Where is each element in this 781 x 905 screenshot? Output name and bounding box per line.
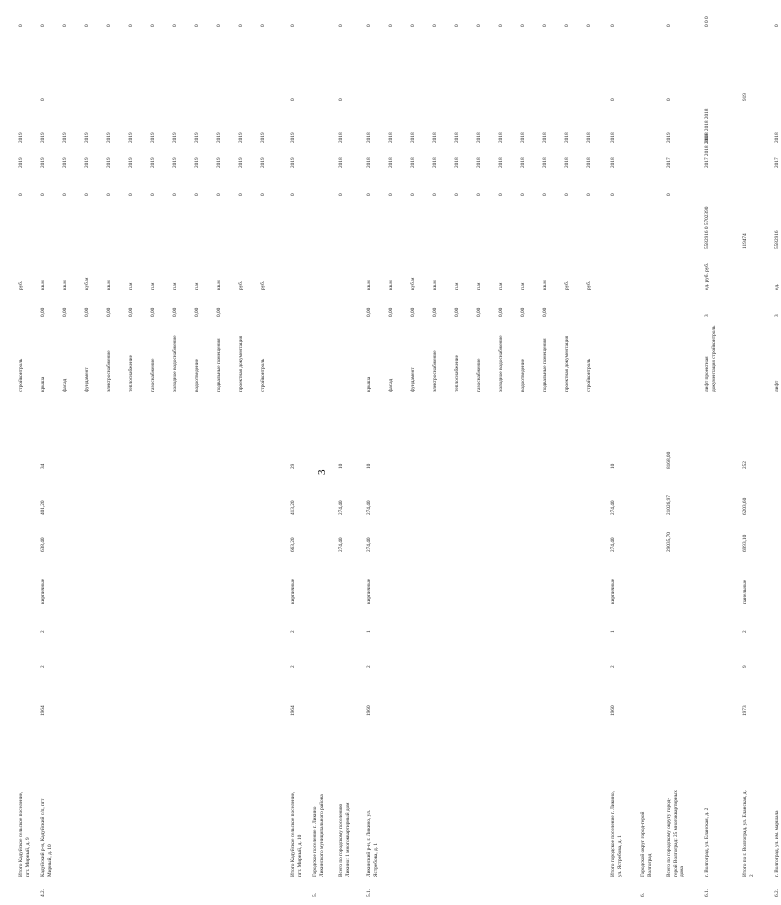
- cell-addr: Ликинский р-н, г. Ликино, ул. Ястребова, д. 1: [366, 809, 379, 877]
- cell-y2: 2017 2018 2018: [704, 133, 710, 168]
- cell-y1: 0: [432, 193, 438, 196]
- cell-num: 6.2.: [774, 889, 780, 897]
- cell-y3: 2018: [338, 132, 344, 143]
- cell-vol: 0,00: [40, 307, 46, 317]
- cell-res: 10: [338, 463, 344, 469]
- cell-area2: 6203,60: [742, 497, 748, 515]
- cell-floors: 9: [742, 665, 748, 668]
- cell-material: кирпичные: [366, 578, 372, 604]
- cell-y2: 2019: [290, 157, 296, 168]
- cell-unit: п.м: [498, 282, 504, 290]
- cell-material: кирпичные: [290, 578, 296, 604]
- cell-y2: 2019: [18, 157, 24, 168]
- cell-y1: 0: [520, 193, 526, 196]
- cell-vol: 0,00: [128, 307, 134, 317]
- cell-work: газоснабжение: [476, 358, 482, 392]
- cell-work: крыша: [366, 376, 372, 392]
- cell-entrances: 2: [40, 630, 46, 633]
- cell-y3: 2019: [260, 132, 266, 143]
- cell-y5: 0: [216, 24, 222, 27]
- cell-y3: 2019: [62, 132, 68, 143]
- cell-material: панельные: [742, 579, 748, 604]
- cell-area1: 274,40: [610, 537, 616, 552]
- cell-work: крыша: [40, 376, 46, 392]
- cell-y1: 0: [290, 193, 296, 196]
- cell-addr: Кадуйский р-н, Кадуйский с/п, пгт Мирный, д. 10: [40, 798, 53, 877]
- cell-y3: 2019: [40, 132, 46, 143]
- cell-y3: 2018: [388, 132, 394, 143]
- cell-res: 8168,00: [666, 451, 672, 469]
- cell-vol: 0,00: [432, 307, 438, 317]
- cell-vol: 0,00: [84, 307, 90, 317]
- cell-area2: 21026,97: [666, 495, 672, 515]
- cell-work: подвальные помещения: [542, 338, 548, 392]
- cell-y3: 2018: [498, 132, 504, 143]
- cell-work: водоотведение: [520, 358, 526, 392]
- cell-y5: 0 0 0: [704, 16, 710, 27]
- cell-year: 1960: [366, 705, 372, 716]
- cell-vol: 0,00: [498, 307, 504, 317]
- cell-y1: 0: [216, 193, 222, 196]
- cell-unit: кв.м: [542, 280, 548, 290]
- cell-y1: 0: [366, 193, 372, 196]
- cell-entrances: 2: [290, 630, 296, 633]
- cell-y3: 2018: [586, 132, 592, 143]
- cell-y4: 0: [290, 98, 296, 101]
- cell-work: холодное водоснабжение: [498, 335, 504, 392]
- cell-unit: п.м: [520, 282, 526, 290]
- cell-y5: 0: [62, 24, 68, 27]
- cell-y4: 0: [666, 98, 672, 101]
- cell-vol: 3: [774, 314, 780, 317]
- cell-work: теплоснабжение: [454, 355, 460, 392]
- cell-addr: Городской округ город-герой Волгоград: [640, 811, 653, 877]
- cell-y3: 2019: [666, 132, 672, 143]
- cell-work: подвальные помещения: [216, 338, 222, 392]
- cell-y1: 0: [40, 193, 46, 196]
- cell-vol: 0,00: [520, 307, 526, 317]
- cell-entrances: 2: [742, 630, 748, 633]
- cell-work: фундамент: [84, 367, 90, 392]
- cell-year: 1964: [40, 705, 46, 716]
- cell-num: 6.: [640, 893, 646, 897]
- cell-y1: 0: [410, 193, 416, 196]
- cell-vol: 3: [704, 314, 710, 317]
- cell-area1: 274,40: [366, 537, 372, 552]
- cell-addr: Итого городское поселение г. Ликино, ул. Ястребова, д. 1: [610, 791, 623, 877]
- cell-y3: 2019: [194, 132, 200, 143]
- cell-area2: 274,40: [366, 500, 372, 515]
- cell-y2: 2019: [238, 157, 244, 168]
- cell-unit: ед. руб. руб.: [704, 262, 710, 290]
- cell-y2: 2018: [610, 157, 616, 168]
- cell-y2: 2019: [106, 157, 112, 168]
- cell-y2: 2019: [260, 157, 266, 168]
- cell-area1: 663,20: [290, 537, 296, 552]
- cell-y1: 0: [586, 193, 592, 196]
- cell-vol: 0,00: [62, 307, 68, 317]
- cell-year: 1960: [610, 705, 616, 716]
- cell-y2: 2018: [410, 157, 416, 168]
- cell-vol: 0,00: [366, 307, 372, 317]
- cell-entrances: 1: [366, 630, 372, 633]
- cell-unit: п.м: [172, 282, 178, 290]
- cell-y3: 2018: [366, 132, 372, 143]
- cell-res: 10: [366, 463, 372, 469]
- cell-unit: куб.м: [410, 277, 416, 290]
- cell-y3: 2018: [774, 132, 780, 143]
- cell-work: стройконтроль: [18, 358, 24, 392]
- cell-vol: 0,00: [194, 307, 200, 317]
- cell-work: проектная документация: [238, 335, 244, 392]
- cell-y1: 0: [238, 193, 244, 196]
- cell-y5: 0: [388, 24, 394, 27]
- cell-work: теплоснабжение: [128, 355, 134, 392]
- cell-y5: 0: [290, 24, 296, 27]
- cell-y5: 0: [84, 24, 90, 27]
- cell-y3: 2019: [106, 132, 112, 143]
- cell-y2: 2018: [520, 157, 526, 168]
- cell-unit: п.м: [454, 282, 460, 290]
- cell-addr: г. Волгоград, ул. им. маршала: [774, 810, 780, 877]
- cell-y2: 2019: [150, 157, 156, 168]
- cell-cost: 5582916 0 5702390: [704, 206, 710, 249]
- cell-y2: 2018: [586, 157, 592, 168]
- cell-y5: 0: [338, 24, 344, 27]
- cell-work: фасад: [388, 378, 394, 392]
- cell-unit: руб.: [18, 280, 24, 290]
- cell-y2: 2018: [388, 157, 394, 168]
- cell-work: электроснабжение: [106, 350, 112, 392]
- cell-y2: 2019: [128, 157, 134, 168]
- cell-unit: кв.м: [106, 280, 112, 290]
- cell-work: газоснабжение: [150, 358, 156, 392]
- cell-floors: 2: [40, 665, 46, 668]
- cell-addr: г. Волгоград, ул. Еланская, д. 2: [704, 807, 710, 877]
- cell-y3: 2018: [520, 132, 526, 143]
- cell-work: холодное водоснабжение: [172, 335, 178, 392]
- cell-work: лифт проектная документация стройконтроль: [704, 325, 717, 392]
- cell-work: стройконтроль: [260, 358, 266, 392]
- cell-y1: 0: [610, 193, 616, 196]
- cell-area1: 29035,70: [666, 532, 672, 552]
- cell-y5: 0: [172, 24, 178, 27]
- cell-work: фундамент: [410, 367, 416, 392]
- cell-y5: 0: [410, 24, 416, 27]
- cell-work: стройконтроль: [586, 358, 592, 392]
- cell-y5: 0: [128, 24, 134, 27]
- cell-y2: 2018: [564, 157, 570, 168]
- cell-y3: 2019: [290, 132, 296, 143]
- cell-floors: 2: [610, 665, 616, 668]
- cell-addr: Итого Кадуйское сельское поселение, пгт. Мирный, д. 10: [290, 791, 303, 877]
- cell-y2: 2019: [84, 157, 90, 168]
- cell-vol: 0,00: [542, 307, 548, 317]
- cell-y5: 0: [454, 24, 460, 27]
- cell-area2: 274,40: [610, 500, 616, 515]
- cell-y3: 2018: [542, 132, 548, 143]
- cell-y1: 0: [18, 193, 24, 196]
- cell-work: фасад: [62, 378, 68, 392]
- cell-unit: п.м: [128, 282, 134, 290]
- cell-unit: кв.м: [40, 280, 46, 290]
- cell-year: 1973: [742, 705, 748, 716]
- cell-y2: 2018: [498, 157, 504, 168]
- cell-y4: 0: [40, 98, 46, 101]
- cell-y5: 0: [542, 24, 548, 27]
- cell-res: 34: [40, 463, 46, 469]
- cell-y1: 0: [666, 193, 672, 196]
- cell-y1: 0: [84, 193, 90, 196]
- cell-y5: 0: [476, 24, 482, 27]
- cell-vol: 0,00: [106, 307, 112, 317]
- cell-y5: 0: [194, 24, 200, 27]
- cell-y5: 0: [610, 24, 616, 27]
- cell-cost: 5582916: [774, 230, 780, 249]
- page-number: 3: [316, 469, 328, 475]
- cell-y5: 0: [586, 24, 592, 27]
- cell-y1: 0: [388, 193, 394, 196]
- cell-vol: 0,00: [172, 307, 178, 317]
- cell-vol: 0,00: [216, 307, 222, 317]
- cell-y5: 0: [260, 24, 266, 27]
- cell-y4: 0: [610, 98, 616, 101]
- cell-y5: 0: [666, 24, 672, 27]
- cell-work: электроснабжение: [432, 350, 438, 392]
- cell-y1: 0: [476, 193, 482, 196]
- cell-unit: руб.: [564, 280, 570, 290]
- cell-y3: 2018 2018 2018: [704, 108, 710, 143]
- cell-y3: 2018: [454, 132, 460, 143]
- cell-y5: 0: [520, 24, 526, 27]
- cell-y3: 2019: [150, 132, 156, 143]
- cell-y1: 0: [260, 193, 266, 196]
- cell-y5: 0: [150, 24, 156, 27]
- cell-y1: 0: [542, 193, 548, 196]
- cell-y3: 2019: [216, 132, 222, 143]
- cell-y5: 0: [432, 24, 438, 27]
- cell-y1: 0: [150, 193, 156, 196]
- cell-num: 6.1.: [704, 889, 710, 897]
- cell-vol: 0,00: [410, 307, 416, 317]
- cell-unit: руб.: [586, 280, 592, 290]
- cell-addr: Итого Кадуйское сельское поселение, пгт. Мирный, д. 9: [18, 791, 31, 877]
- cell-vol: 0,00: [454, 307, 460, 317]
- cell-y1: 0: [62, 193, 68, 196]
- cell-res: 10: [610, 463, 616, 469]
- cell-y5: 0: [18, 24, 24, 27]
- cell-vol: 0,00: [388, 307, 394, 317]
- cell-addr: Городское поселение г. Ликино Ликинского муниципального района: [312, 794, 325, 877]
- cell-year: 1964: [290, 705, 296, 716]
- cell-y1: 0: [454, 193, 460, 196]
- cell-y3: 2018: [476, 132, 482, 143]
- cell-y1: 0: [498, 193, 504, 196]
- cell-num: 5.: [312, 893, 318, 897]
- cell-vol: 0,00: [150, 307, 156, 317]
- cell-y3: 2019: [18, 132, 24, 143]
- cell-unit: кв.м: [366, 280, 372, 290]
- cell-num: 5.1.: [366, 889, 372, 897]
- cell-y1: 0: [564, 193, 570, 196]
- cell-y3: 2019: [238, 132, 244, 143]
- cell-y3: 2018: [410, 132, 416, 143]
- cell-y1: 0: [194, 193, 200, 196]
- cell-y5: 0: [498, 24, 504, 27]
- cell-y5: 0: [238, 24, 244, 27]
- cell-num: 4.2.: [40, 889, 46, 897]
- cell-y2: 2019: [40, 157, 46, 168]
- cell-area1: 638,40: [40, 537, 46, 552]
- cell-addr: Итого по г. Волгоград, ул. Еланская, д. 2: [742, 790, 755, 877]
- cell-y4: 0: [338, 98, 344, 101]
- cell-area1: 6993,10: [742, 534, 748, 552]
- cell-area2: 413,20: [290, 500, 296, 515]
- cell-y3: 2019: [172, 132, 178, 143]
- cell-y2: 2019: [194, 157, 200, 168]
- cell-y2: 2017: [774, 157, 780, 168]
- cell-y2: 2018: [366, 157, 372, 168]
- cell-unit: ед.: [774, 283, 780, 290]
- cell-y3: 2019: [84, 132, 90, 143]
- cell-y5: 0: [774, 24, 780, 27]
- cell-unit: кв.м: [388, 280, 394, 290]
- cell-y1: 0: [128, 193, 134, 196]
- cell-entrances: 1: [610, 630, 616, 633]
- cell-addr: Всего по городскому округу город-герой Волгоград: 25 многоквартирных дома: [666, 790, 686, 877]
- cell-res: 29: [290, 463, 296, 469]
- cell-y3: 2019: [128, 132, 134, 143]
- cell-unit: руб.: [238, 280, 244, 290]
- cell-y2: 2019: [62, 157, 68, 168]
- cell-y3: 2018: [432, 132, 438, 143]
- cell-y3: 2018: [564, 132, 570, 143]
- cell-y5: 0: [564, 24, 570, 27]
- cell-unit: кв.м: [432, 280, 438, 290]
- cell-y1: 0: [338, 193, 344, 196]
- cell-floors: 2: [290, 665, 296, 668]
- cell-floors: 2: [366, 665, 372, 668]
- cell-y2: 2017: [666, 157, 672, 168]
- cell-res: 252: [742, 461, 748, 469]
- cell-work: проектная документация: [564, 335, 570, 392]
- cell-unit: руб.: [260, 280, 266, 290]
- cell-y1: 0: [106, 193, 112, 196]
- cell-y3: 2018: [610, 132, 616, 143]
- cell-material: кирпичные: [610, 578, 616, 604]
- cell-y2: 2019: [172, 157, 178, 168]
- cell-unit: п.м: [150, 282, 156, 290]
- cell-unit: кв.м: [216, 280, 222, 290]
- cell-material: кирпичные: [40, 578, 46, 604]
- cell-area1: 274,40: [338, 537, 344, 552]
- cell-work: лифт: [774, 380, 780, 392]
- cell-y5: 0: [366, 24, 372, 27]
- cell-y5: 0: [106, 24, 112, 27]
- cell-unit: кв.м: [62, 280, 68, 290]
- cell-y2: 2018: [432, 157, 438, 168]
- cell-area2: 401,20: [40, 500, 46, 515]
- cell-y2: 2018: [476, 157, 482, 168]
- cell-work: водоотведение: [194, 358, 200, 392]
- cell-y4: 919: [742, 93, 748, 101]
- cell-addr: Всего по городскому поселению Ликино: 1 многоквартирный дом: [338, 802, 351, 877]
- cell-y1: 0: [172, 193, 178, 196]
- cell-y5: 0: [40, 24, 46, 27]
- cell-vol: 0,00: [476, 307, 482, 317]
- cell-y2: 2018: [338, 157, 344, 168]
- cell-unit: п.м: [476, 282, 482, 290]
- cell-y2: 2019: [216, 157, 222, 168]
- cell-unit: п.м: [194, 282, 200, 290]
- cell-area2: 274,40: [338, 500, 344, 515]
- cell-y2: 2018: [542, 157, 548, 168]
- cell-unit: куб.м: [84, 277, 90, 290]
- cell-y2: 2018: [454, 157, 460, 168]
- cell-cost: 119474: [742, 233, 748, 249]
